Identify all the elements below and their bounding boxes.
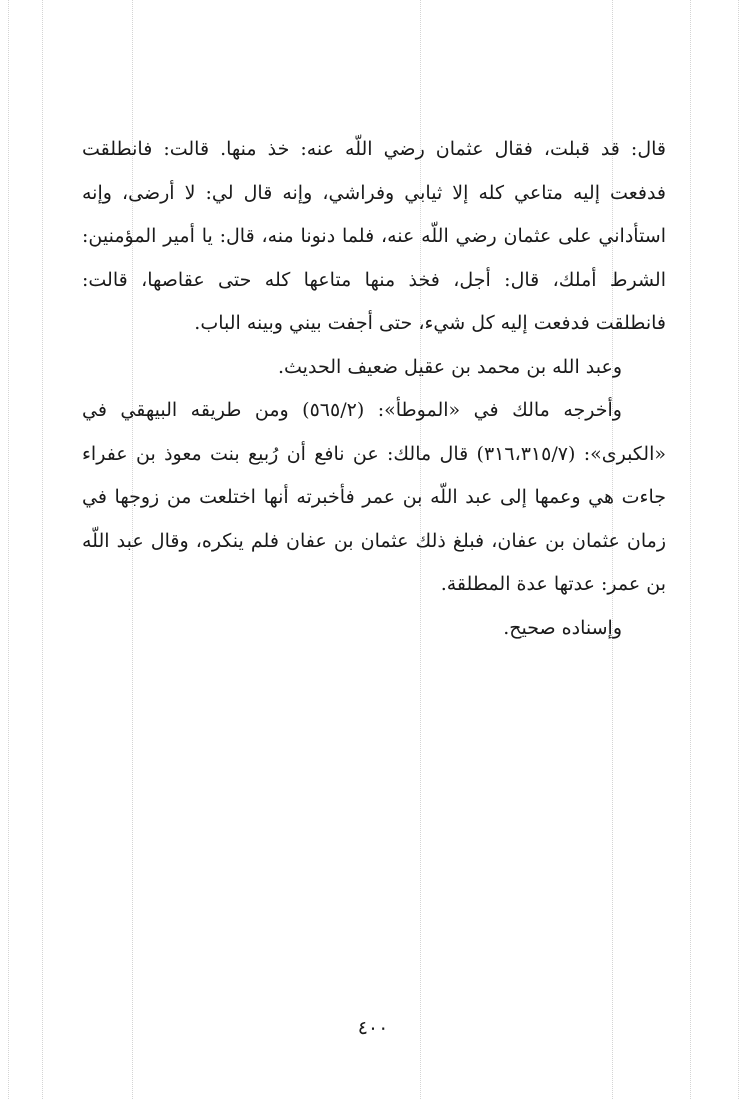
page-number: ٤٠٠	[357, 1017, 389, 1039]
paragraph-narration: قال: قد قبلت، فقال عثمان رضي اللّه عنه: خذ منها. قالت: فانطلقت فدفعت إليه متاعي كله إلا ثيابي وفراشي، وإنه قال لي: لا أرضى، وإنه استأداني على عثمان رضي اللّه عنه، فلما دنونا منه، قال: يا أمير المؤمنين: الشرط أملك، قال: أجل، فخذ منها متاعها كله حتى عقاصها، قالت: فانطلقت فدفعت إليه كل شيء، حتى أجفت بيني وبينه الباب.	[82, 138, 666, 334]
paragraph-grading: وعبد الله بن محمد بن عقيل ضعيف الحديث.	[277, 355, 622, 378]
paragraph-takhrij: وأخرجه مالك في «الموطأ»: (٥٦٥/٢) ومن طريقه البيهقي في «الكبرى»: (٣١٦،٣١٥/٧) قال مالك: عن نافع أن رُبيع بنت معوذ بن عفراء جاءت هي وعمها إلى عبد اللّه بن عمر فأخبرته أنها اختلعت من زوجها في زمان عثمان بن عفان، فبلغ ذلك عثمان بن عفان فلم ينكره، وقال عبد اللّه بن عمر: عدتها عدة المطلقة.	[82, 399, 666, 595]
scan-guide-line	[738, 0, 739, 1099]
paragraph-isnad: وإسناده صحيح.	[503, 616, 622, 639]
scan-guide-line	[690, 0, 691, 1099]
body-text	[82, 128, 666, 650]
scan-guide-line	[42, 0, 43, 1099]
scan-guide-line	[8, 0, 9, 1099]
